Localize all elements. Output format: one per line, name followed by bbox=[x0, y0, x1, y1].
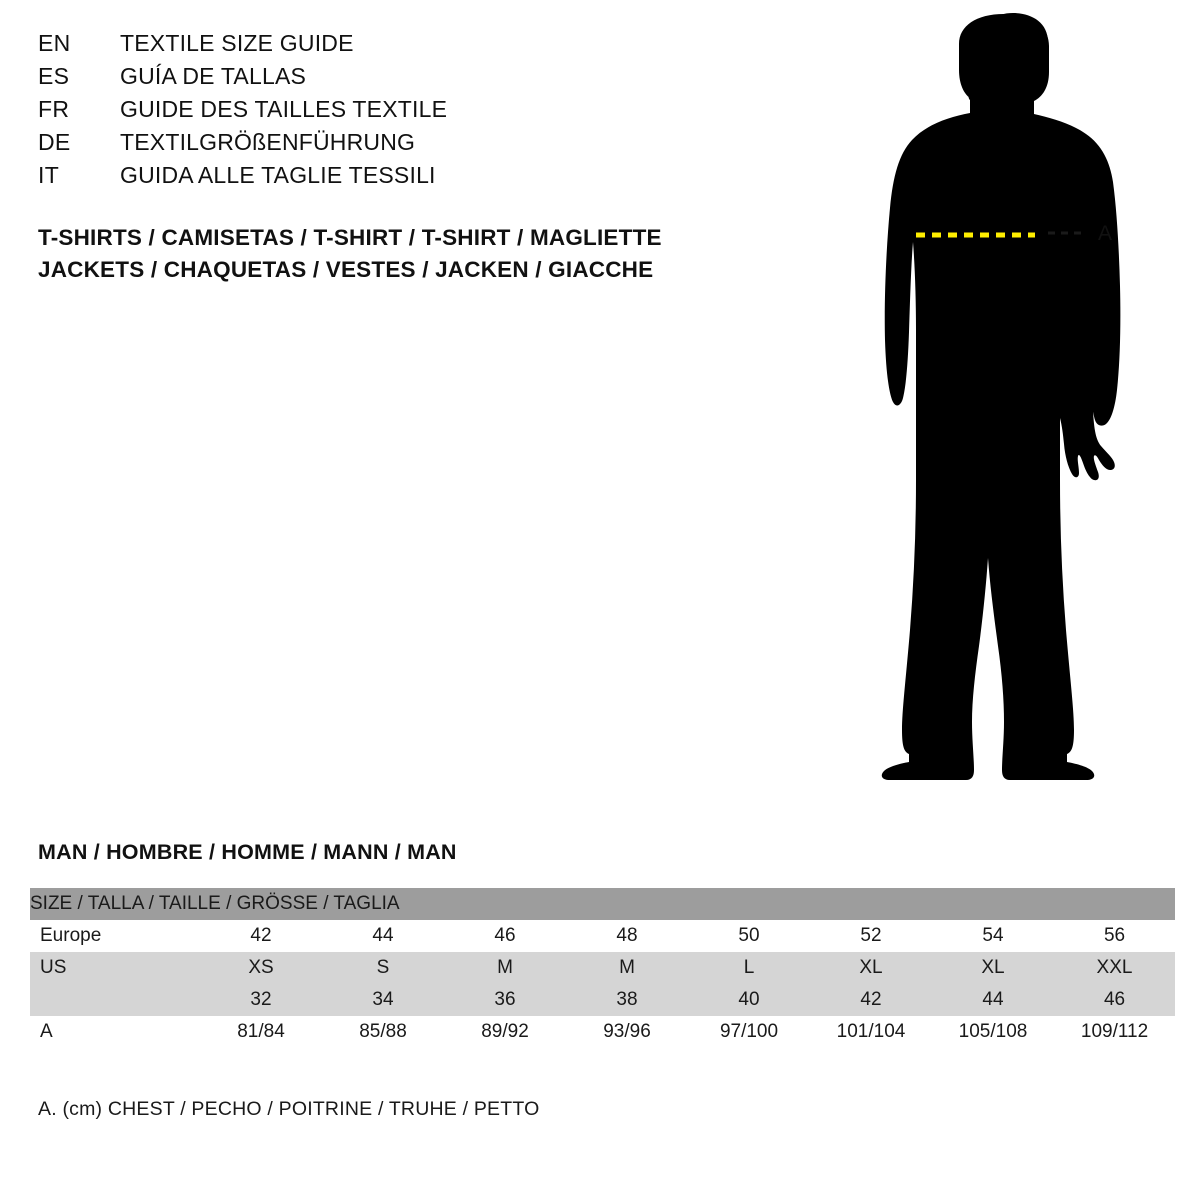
language-row bbox=[38, 63, 758, 96]
table-row bbox=[30, 984, 1175, 1016]
table-row bbox=[30, 1016, 1175, 1048]
cell: XS bbox=[200, 952, 322, 984]
garment-types-block bbox=[38, 222, 798, 286]
language-row bbox=[38, 30, 758, 63]
cell: 50 bbox=[688, 920, 810, 952]
garment-line-jackets: JACKETS / CHAQUETAS / VESTES / JACKEN / GIACCHE bbox=[38, 257, 654, 282]
language-title: TEXTILGRÖßENFÜHRUNG bbox=[120, 129, 416, 155]
cell: M bbox=[566, 952, 688, 984]
cell: L bbox=[688, 952, 810, 984]
cell: 48 bbox=[566, 920, 688, 952]
table-header-label: SIZE / TALLA / TAILLE / GRÖSSE / TAGLIA bbox=[30, 888, 1175, 920]
cell: XL bbox=[932, 952, 1054, 984]
table-header-row bbox=[30, 888, 1175, 920]
cell: 105/108 bbox=[932, 1016, 1054, 1048]
cell: 54 bbox=[932, 920, 1054, 952]
table-row bbox=[30, 920, 1175, 952]
body-silhouette-icon bbox=[820, 10, 1200, 800]
language-code: IT bbox=[38, 162, 60, 188]
cell: 40 bbox=[688, 984, 810, 1016]
cell: 46 bbox=[444, 920, 566, 952]
cell: 42 bbox=[200, 920, 322, 952]
language-row bbox=[38, 129, 758, 162]
measure-label-a: A bbox=[1098, 222, 1113, 245]
size-table bbox=[30, 888, 1175, 1048]
footnote-chest: A. (cm) CHEST / PECHO / POITRINE / TRUHE / PETTO bbox=[38, 1098, 540, 1120]
language-title: TEXTILE SIZE GUIDE bbox=[120, 30, 354, 56]
cell: 42 bbox=[810, 984, 932, 1016]
garment-line-tshirts: T-SHIRTS / CAMISETAS / T-SHIRT / T-SHIRT / MAGLIETTE bbox=[38, 225, 662, 250]
row-label-blank bbox=[30, 984, 200, 1016]
language-row bbox=[38, 162, 758, 195]
cell: 81/84 bbox=[200, 1016, 322, 1048]
language-code: FR bbox=[38, 96, 70, 122]
cell: 46 bbox=[1054, 984, 1175, 1016]
cell: 36 bbox=[444, 984, 566, 1016]
cell: 89/92 bbox=[444, 1016, 566, 1048]
language-code: EN bbox=[38, 30, 71, 56]
section-title-man: MAN / HOMBRE / HOMME / MANN / MAN bbox=[38, 840, 457, 864]
language-title: GUÍA DE TALLAS bbox=[120, 63, 307, 89]
cell: 34 bbox=[322, 984, 444, 1016]
row-label-europe: Europe bbox=[30, 920, 200, 952]
language-title: GUIDE DES TAILLES TEXTILE bbox=[120, 96, 448, 122]
language-code: ES bbox=[38, 63, 70, 89]
cell: 101/104 bbox=[810, 1016, 932, 1048]
language-row bbox=[38, 96, 758, 129]
table-row bbox=[30, 952, 1175, 984]
language-title: GUIDA ALLE TAGLIE TESSILI bbox=[120, 162, 436, 188]
cell: XL bbox=[810, 952, 932, 984]
cell: 52 bbox=[810, 920, 932, 952]
cell: 32 bbox=[200, 984, 322, 1016]
cell: 56 bbox=[1054, 920, 1175, 952]
language-header-block bbox=[38, 30, 758, 195]
cell: M bbox=[444, 952, 566, 984]
row-label-us: US bbox=[30, 952, 200, 984]
cell: XXL bbox=[1054, 952, 1175, 984]
cell: 93/96 bbox=[566, 1016, 688, 1048]
cell: S bbox=[322, 952, 444, 984]
cell: 109/112 bbox=[1054, 1016, 1175, 1048]
cell: 38 bbox=[566, 984, 688, 1016]
cell: 44 bbox=[932, 984, 1054, 1016]
measure-pointer-icon bbox=[1046, 226, 1090, 240]
cell: 85/88 bbox=[322, 1016, 444, 1048]
cell: 97/100 bbox=[688, 1016, 810, 1048]
language-code: DE bbox=[38, 129, 71, 155]
cell: 44 bbox=[322, 920, 444, 952]
body-figure bbox=[820, 10, 1200, 800]
row-label-a: A bbox=[30, 1016, 200, 1048]
